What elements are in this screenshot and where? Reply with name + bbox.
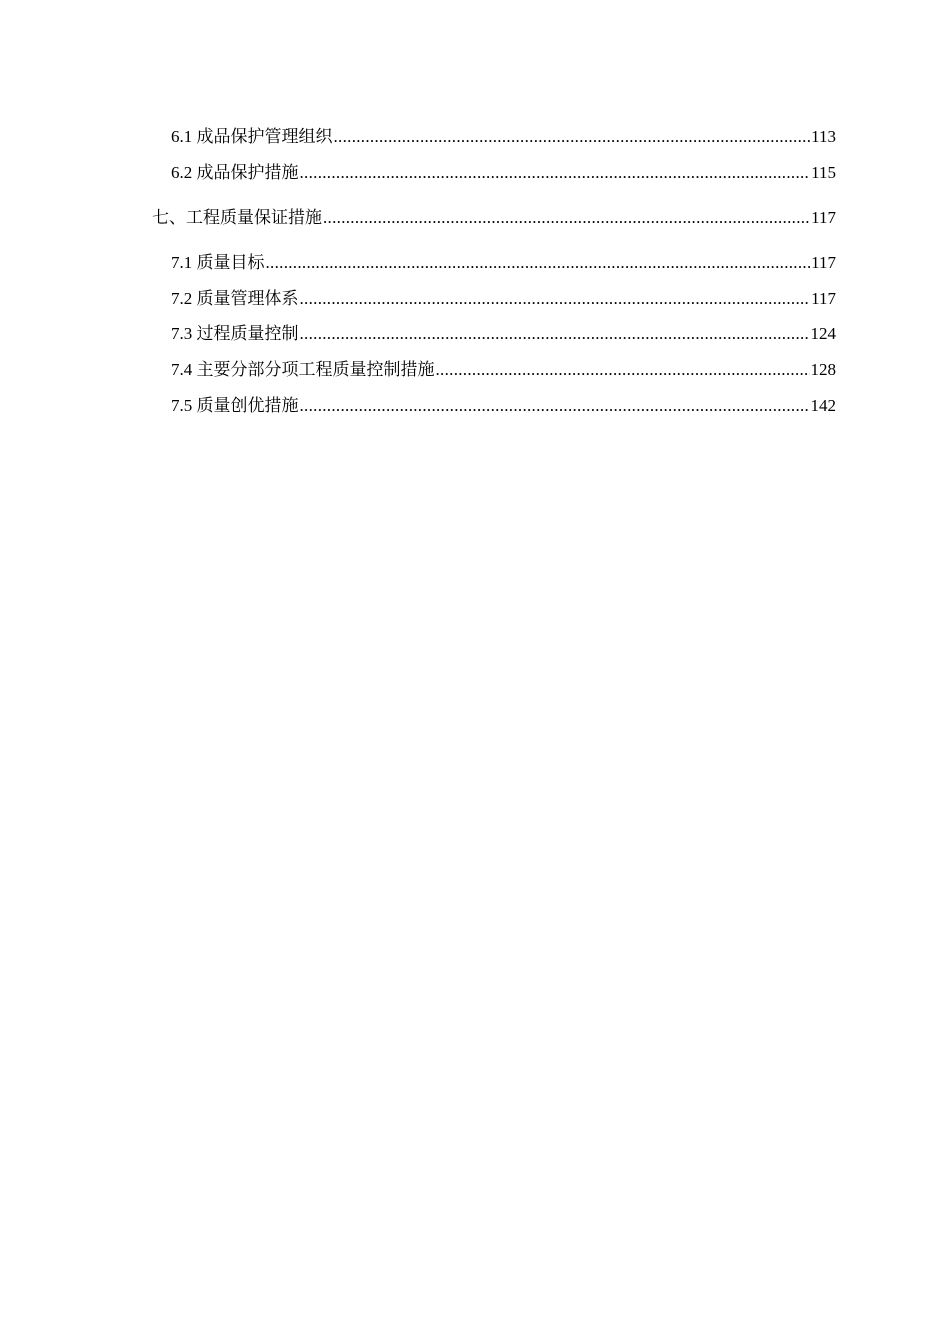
toc-entry-label: 7.2 质量管理体系 bbox=[171, 289, 299, 308]
toc-entry-page: 142 bbox=[810, 396, 836, 415]
toc-entry-page: 117 bbox=[811, 289, 836, 308]
toc-entry[interactable] bbox=[0, 324, 950, 344]
toc-entry[interactable] bbox=[0, 253, 950, 273]
toc-entry-label: 七、工程质量保证措施 bbox=[152, 208, 322, 227]
toc-entry-page: 113 bbox=[811, 127, 836, 146]
toc-dot-leader bbox=[300, 289, 811, 309]
toc-entry-label: 7.4 主要分部分项工程质量控制措施 bbox=[171, 360, 435, 379]
toc-entry-label: 7.1 质量目标 bbox=[171, 253, 265, 272]
toc-entry[interactable] bbox=[0, 163, 950, 183]
toc-dot-leader bbox=[323, 208, 810, 228]
toc-dot-leader bbox=[300, 396, 810, 416]
toc-dot-leader bbox=[436, 360, 810, 380]
toc-entry-page: 115 bbox=[811, 163, 836, 182]
toc-dot-leader bbox=[300, 324, 810, 344]
toc-entry-page: 124 bbox=[810, 324, 836, 343]
toc-entry-label: 6.2 成品保护措施 bbox=[171, 163, 299, 182]
toc-entry-page: 117 bbox=[811, 208, 836, 227]
toc-entry[interactable] bbox=[0, 360, 950, 380]
toc-entry-label: 6.1 成品保护管理组织 bbox=[171, 127, 333, 146]
toc-entry[interactable] bbox=[0, 289, 950, 309]
toc-entry[interactable] bbox=[0, 127, 950, 147]
toc-entry-page: 117 bbox=[811, 253, 836, 272]
toc-entry-chapter[interactable] bbox=[0, 208, 950, 228]
toc-entry-label: 7.3 过程质量控制 bbox=[171, 324, 299, 343]
toc-entry[interactable] bbox=[0, 396, 950, 416]
toc-entry-label: 7.5 质量创优措施 bbox=[171, 396, 299, 415]
toc-dot-leader bbox=[266, 253, 811, 273]
toc-dot-leader bbox=[334, 127, 811, 147]
toc-dot-leader bbox=[300, 163, 811, 183]
toc-entry-page: 128 bbox=[810, 360, 836, 379]
